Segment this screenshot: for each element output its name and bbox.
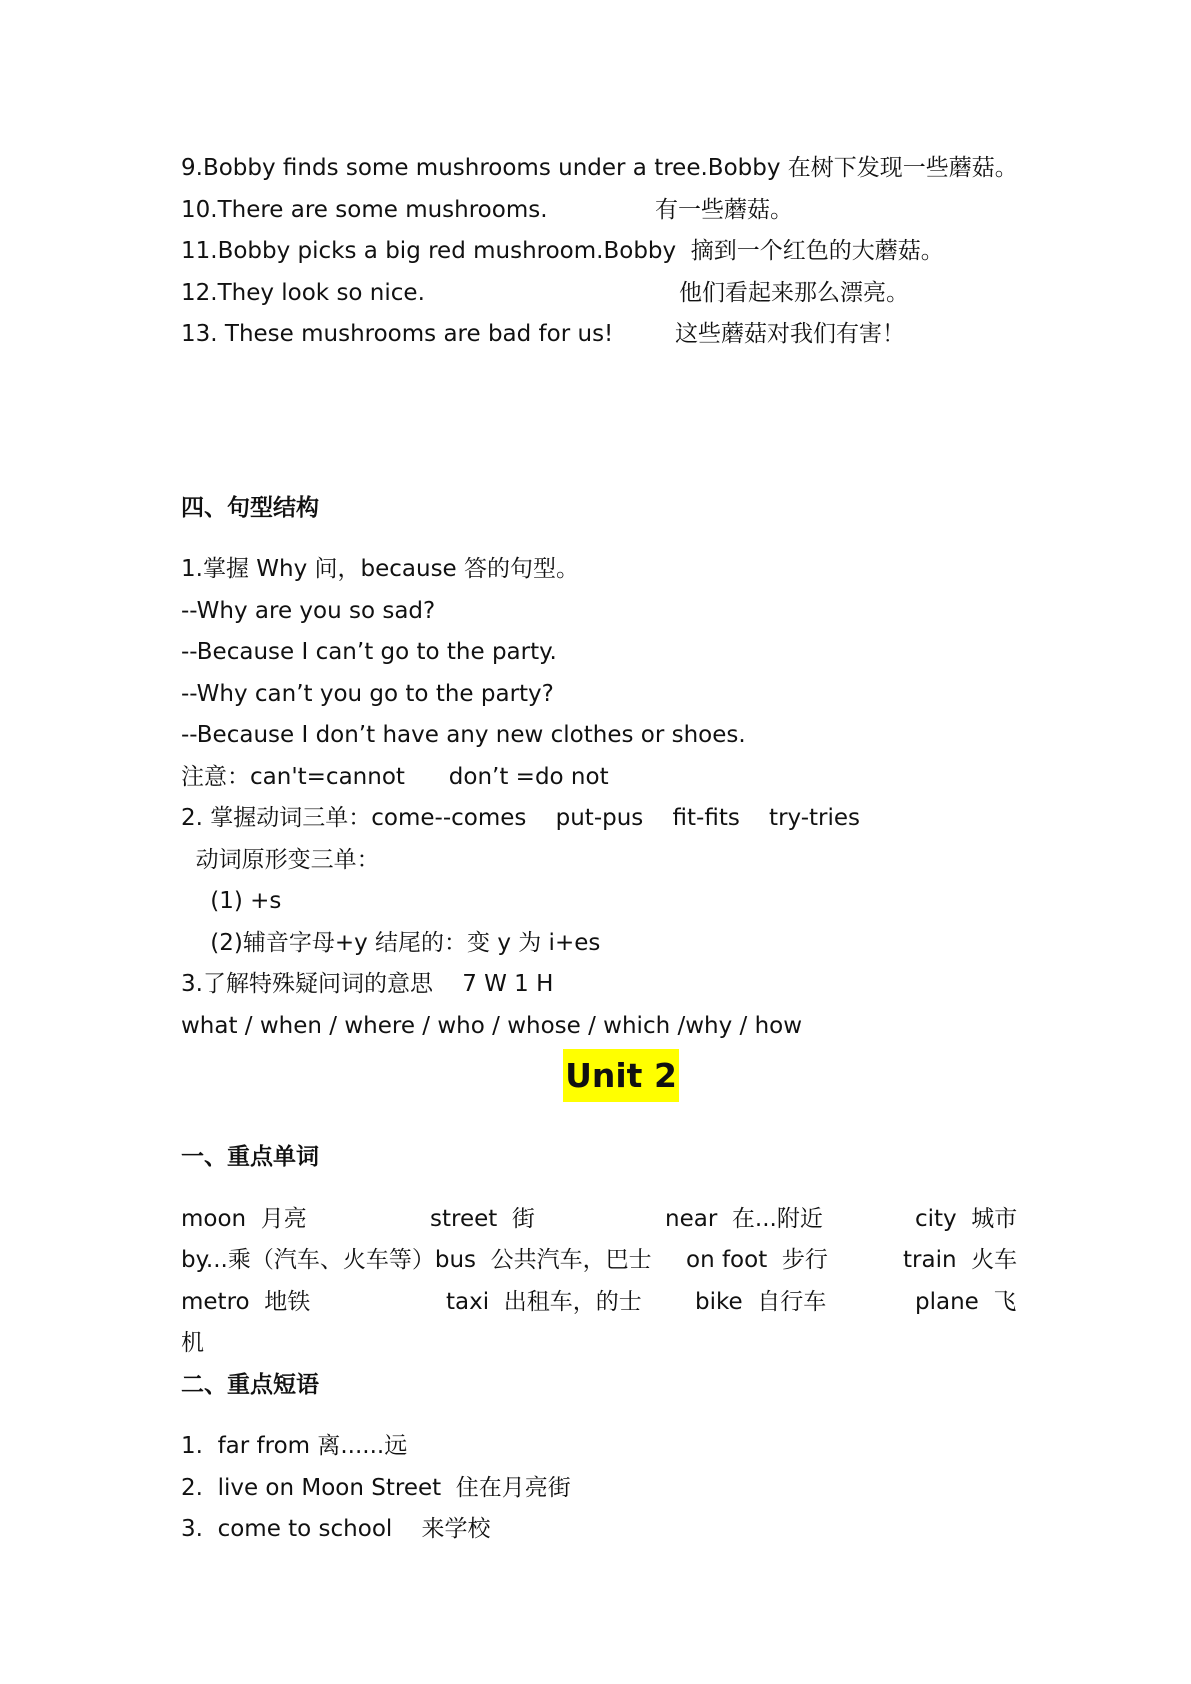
unit-title-wrap	[181, 1049, 1061, 1119]
vocab-item: city 城市	[915, 1205, 1018, 1232]
section-4-line: 动词原形变三单：	[181, 846, 380, 873]
vocab-row	[181, 1282, 1061, 1324]
sentence-12: 12.They look so nice. 他们看起来那么漂亮。	[181, 279, 909, 306]
vocab-item: by...乘（汽车、火车等）bus 公共汽车，巴士	[181, 1247, 652, 1273]
phrase-item: 2. live on Moon Street 住在月亮街	[181, 1474, 571, 1501]
vocab-item: street 街	[430, 1205, 535, 1232]
vocab-item: bike 自行车	[695, 1288, 827, 1315]
section-4-line: --Because I don’t have any new clothes or shoes.	[181, 722, 746, 748]
section-4-line: (1) +s	[181, 888, 282, 914]
vocab-heading: 一、重点单词	[181, 1144, 319, 1170]
phrase-item: 3. come to school 来学校	[181, 1516, 491, 1542]
vocab-row	[181, 1199, 1061, 1241]
section-4-line: what / when / where / who / whose / which /why / how	[181, 1012, 803, 1039]
vocab-item: plane 飞	[915, 1288, 1017, 1315]
vocab-item: on foot 步行	[686, 1247, 828, 1273]
vocab-wrap-line: 机	[181, 1330, 204, 1356]
vocab-item: near 在...附近	[665, 1205, 823, 1232]
vocab-row	[181, 1240, 1061, 1282]
vocab-item: taxi 出租车，的士	[446, 1288, 642, 1315]
sentence-11: 11.Bobby picks a big red mushroom.Bobby 摘到一个红色的大蘑菇。	[181, 238, 944, 264]
sentence-10: 10.There are some mushrooms. 有一些蘑菇。	[181, 196, 793, 223]
vocab-item: metro 地铁	[181, 1288, 311, 1315]
sentence-13: 13. These mushrooms are bad for us! 这些蘑菇对我们有害！	[181, 321, 905, 347]
vocab-item: train 火车	[903, 1247, 1018, 1273]
section-4-line: 1.掌握 Why 问，because 答的句型。	[181, 556, 580, 582]
document-content	[181, 148, 1061, 1551]
section-4-line: --Why are you so sad?	[181, 597, 436, 624]
unit-title: Unit 2	[563, 1049, 679, 1102]
phrase-item: 1. far from 离......远	[181, 1433, 408, 1459]
section-4-line: 3.了解特殊疑问词的意思 7 W 1 H	[181, 971, 554, 997]
sentence-9: 9.Bobby finds some mushrooms under a tree.Bobby 在树下发现一些蘑菇。	[181, 155, 1018, 181]
phrases-heading: 二、重点短语	[181, 1371, 319, 1398]
vocab-item: moon 月亮	[181, 1205, 307, 1232]
section-4-heading: 四、句型结构	[181, 494, 319, 521]
section-4-line: 注意：can't=cannot don’t =do not	[181, 763, 609, 790]
section-4-line: 2. 掌握动词三单：come--comes put-pus fit-fits try-tries	[181, 805, 861, 831]
section-4-line: --Because I can’t go to the party.	[181, 639, 557, 665]
section-4-line: (2)辅音字母+y 结尾的：变 y 为 i+es	[181, 929, 601, 956]
section-4-line: --Why can’t you go to the party?	[181, 680, 554, 707]
